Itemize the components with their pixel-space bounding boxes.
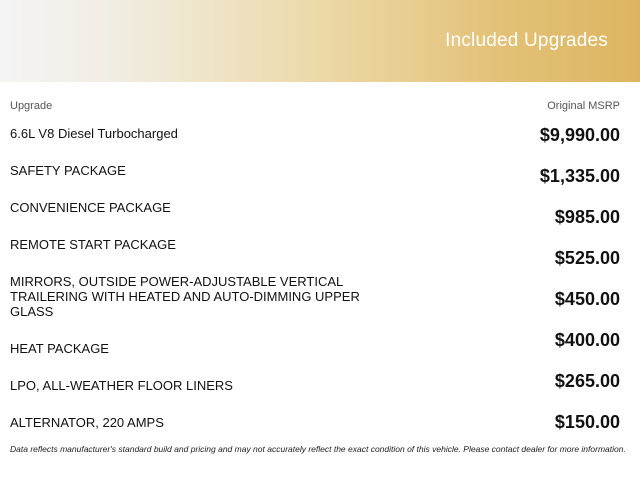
upgrade-price: $1,335.00 bbox=[539, 166, 620, 186]
page-title: Included Upgrades bbox=[445, 30, 608, 51]
upgrade-name: REMOTE START PACKAGE bbox=[10, 237, 176, 252]
upgrade-price: $265.00 bbox=[554, 371, 620, 391]
upgrade-name: 6.6L V8 Diesel Turbocharged bbox=[10, 126, 178, 141]
upgrade-name: MIRRORS, OUTSIDE POWER-ADJUSTABLE VERTICAL TRAILERING WITH HEATED AND AUTO-DIMMING UPPER GLASS bbox=[10, 274, 360, 319]
upgrade-price: $400.00 bbox=[554, 330, 620, 350]
disclaimer-text: Data reflects manufacturer's standard build and pricing and may not accurately reflect the exact condition of this vehicle. Please contact dealer for more information. bbox=[10, 444, 626, 454]
upgrade-price: $450.00 bbox=[554, 289, 620, 309]
column-header-msrp: Original MSRP bbox=[547, 100, 620, 112]
upgrade-price: $525.00 bbox=[554, 248, 620, 268]
upgrade-name: SAFETY PACKAGE bbox=[10, 163, 126, 178]
upgrade-price-list bbox=[420, 124, 620, 452]
upgrade-price: $9,990.00 bbox=[539, 125, 620, 145]
upgrade-name-list bbox=[10, 126, 390, 452]
upgrade-name: CONVENIENCE PACKAGE bbox=[10, 200, 171, 215]
upgrade-name: LPO, ALL-WEATHER FLOOR LINERS bbox=[10, 378, 233, 393]
header-banner bbox=[0, 0, 640, 82]
column-header-upgrade: Upgrade bbox=[10, 100, 53, 112]
upgrade-name: HEAT PACKAGE bbox=[10, 341, 109, 356]
upgrade-name: ALTERNATOR, 220 AMPS bbox=[10, 415, 164, 430]
upgrade-price: $150.00 bbox=[554, 412, 620, 432]
upgrade-price: $985.00 bbox=[554, 207, 620, 227]
